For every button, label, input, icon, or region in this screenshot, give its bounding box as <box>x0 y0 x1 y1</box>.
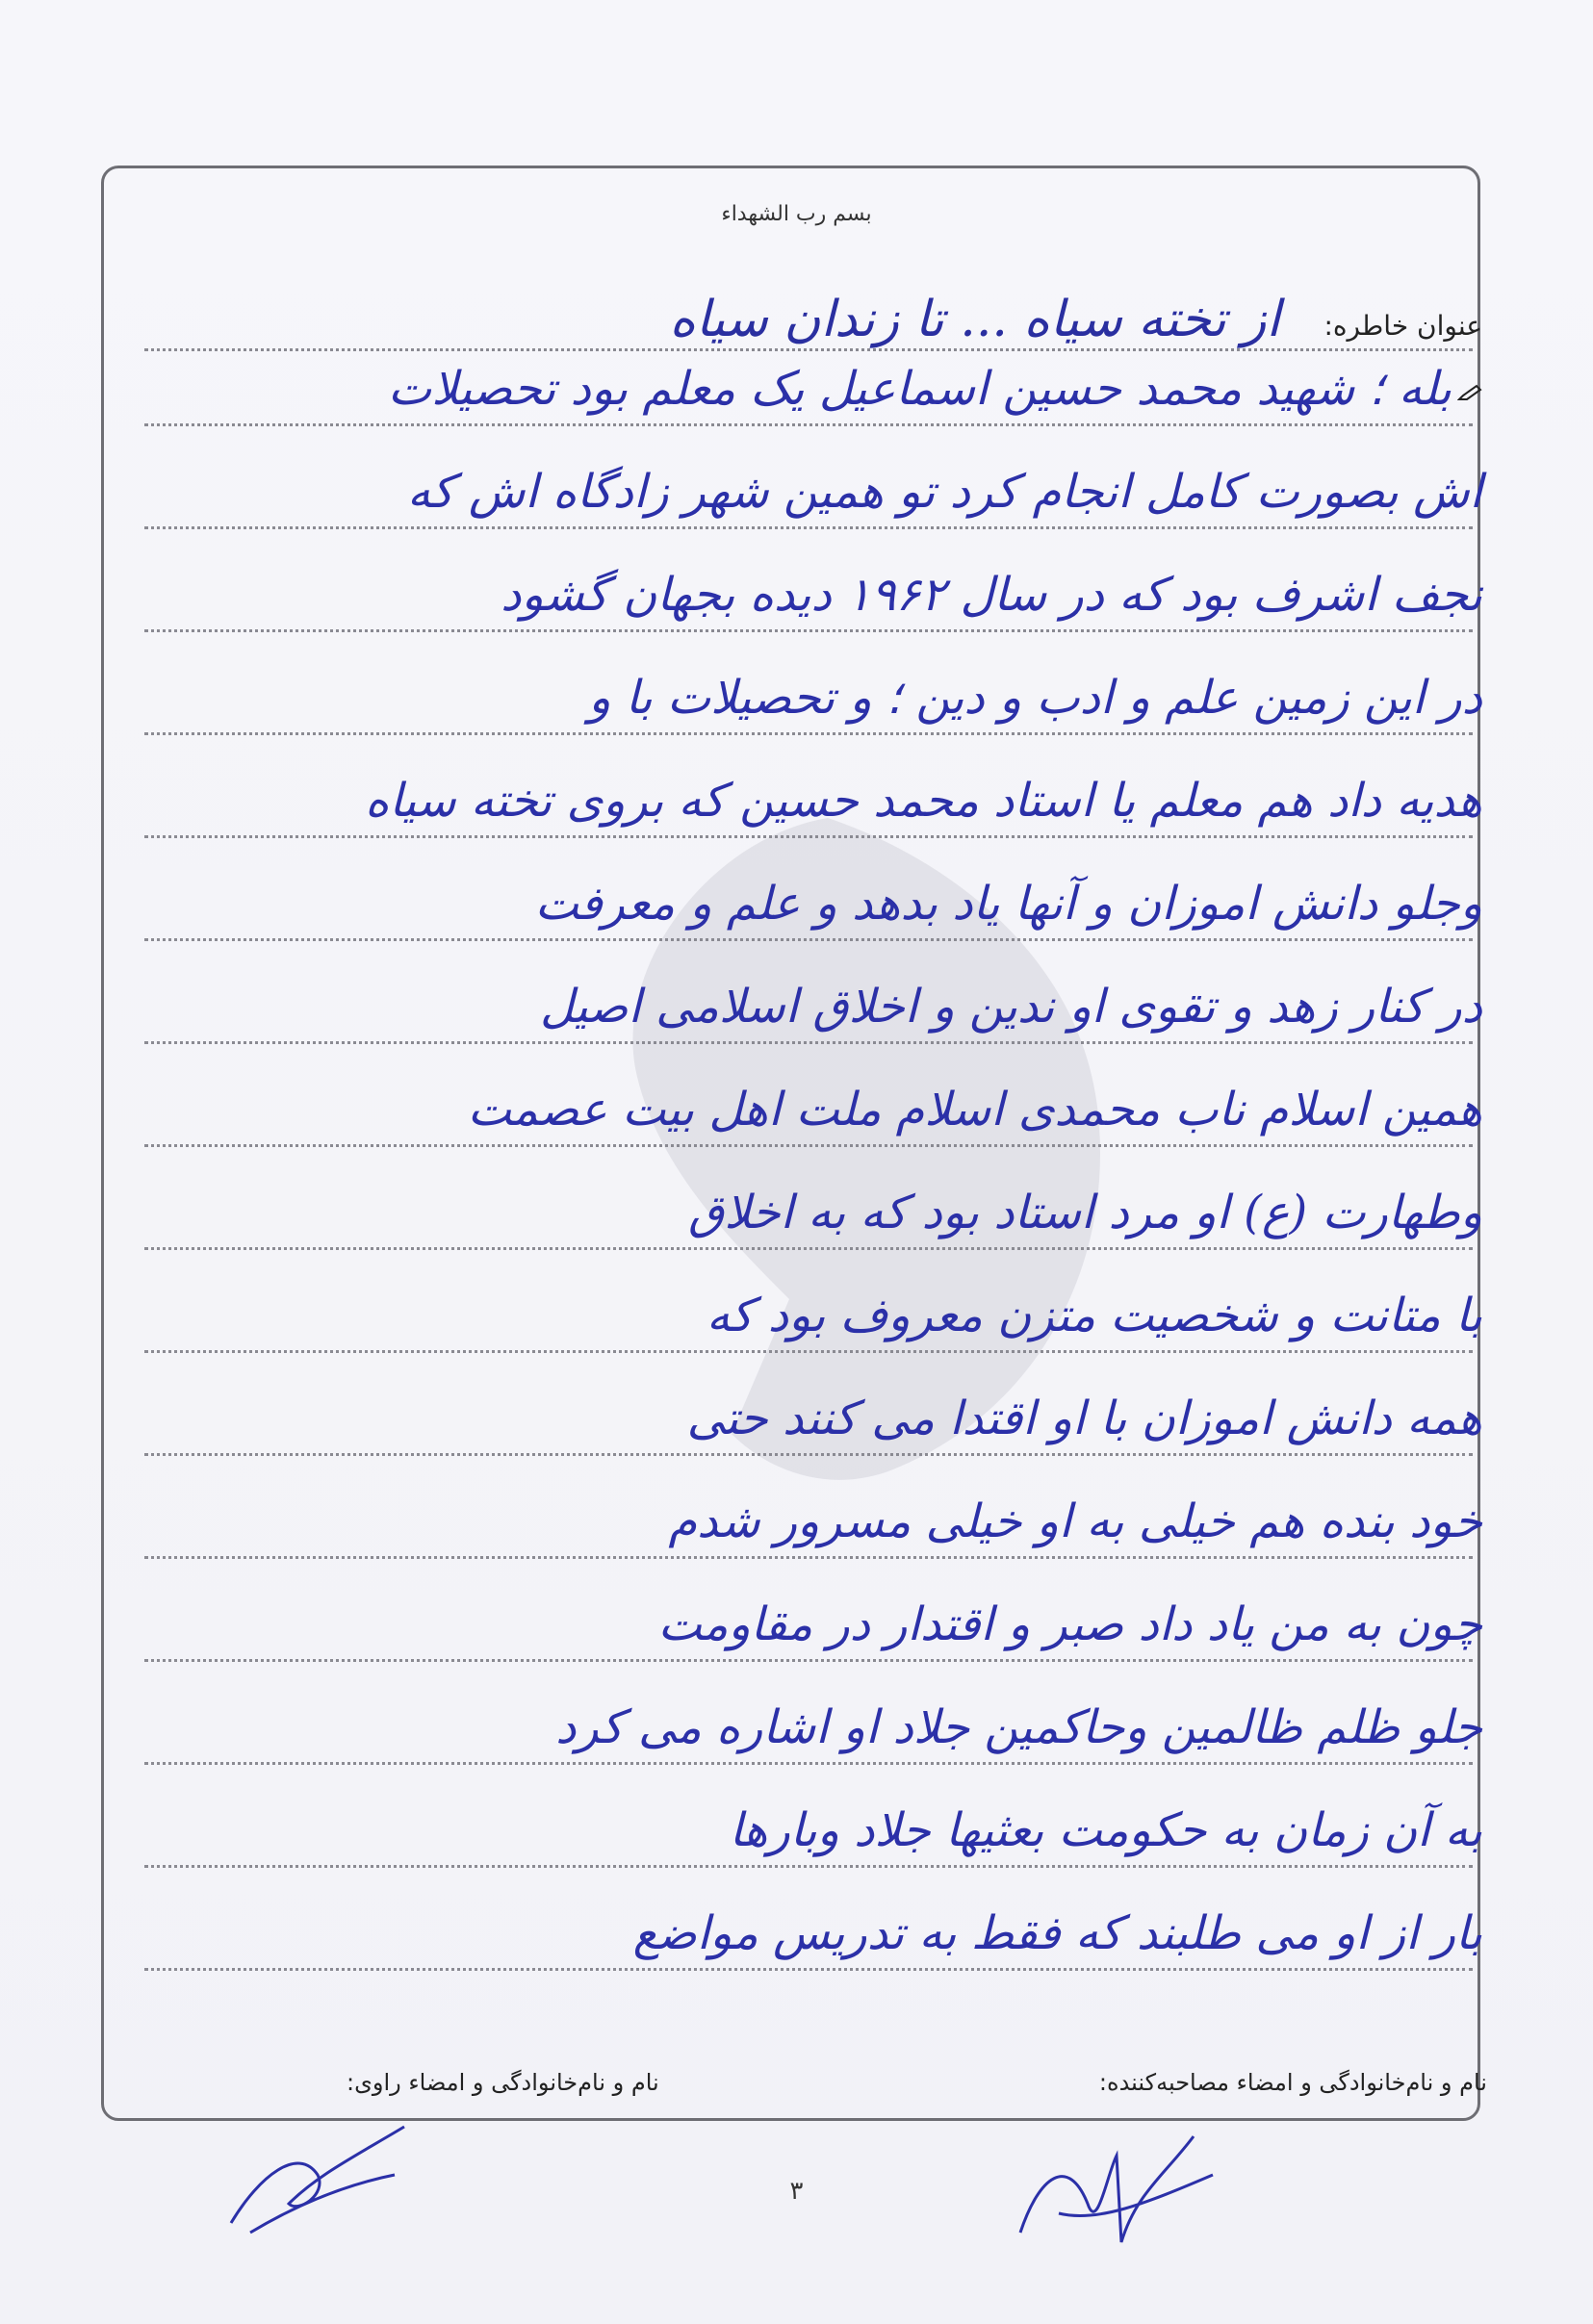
dotted-rule <box>144 1144 1473 1147</box>
dotted-rule <box>144 835 1473 838</box>
handwritten-line: با متانت و شخصیت متزن معروف بود که <box>706 1289 1482 1342</box>
page-number: ۳ <box>789 2177 804 2206</box>
memory-title-label: عنوان خاطره: <box>1323 310 1482 342</box>
handwritten-line: بله ؛ شهید محمد حسین اسماعیل یک معلم بود تحصیلات <box>116 362 1482 448</box>
dotted-rule <box>144 1453 1473 1456</box>
dotted-rule <box>144 1762 1473 1765</box>
memory-title-row <box>144 291 1482 356</box>
dotted-rule <box>144 938 1473 941</box>
dotted-rule <box>144 1968 1473 1971</box>
title-rule <box>144 348 1473 351</box>
interviewer-signature-label: نام و نام‌خانوادگی و امضاء مصاحبه‌کننده: <box>1098 2069 1487 2096</box>
dotted-rule <box>144 423 1473 426</box>
handwritten-line: وجلو دانش اموزان و آنها یاد بدهد و علم و معرفت <box>534 877 1482 931</box>
handwritten-line: هدیه داد هم معلم یا استاد محمد حسین که بروی تخته سیاه <box>365 774 1482 828</box>
dotted-rule <box>144 732 1473 735</box>
dotted-rule <box>144 1556 1473 1559</box>
handwritten-line: چون به من یاد داد صبر و اقتدار در مقاومت <box>657 1597 1482 1651</box>
dotted-rule <box>144 1041 1473 1044</box>
dotted-rule <box>144 1350 1473 1353</box>
handwritten-line: در این زمین علم و ادب و دین ؛ و تحصیلات با و <box>588 671 1482 725</box>
handwritten-line: اش بصورت کامل انجام کرد تو همین شهر زادگاه اش که <box>406 465 1482 519</box>
handwritten-line: در کنار زهد و تقوی او ندین و اخلاق اسلامی اصیل <box>539 980 1482 1034</box>
dotted-rule <box>144 1247 1473 1250</box>
handwritten-line: بار از او می طلبند که فقط به تدریس مواضع <box>632 1906 1482 1960</box>
narrator-signature-label: نام و نام‌خانوادگی و امضاء راوی: <box>347 2069 659 2096</box>
pencil-icon <box>1457 384 1482 401</box>
header-title: بسم رب الشهداء <box>721 202 872 226</box>
handwritten-line: نجف اشرف بود که در سال ۱۹۶۲ دیده بجهان گشود <box>501 568 1482 622</box>
handwritten-line: همین اسلام ناب محمدی اسلام ملت اهل بیت عصمت <box>467 1083 1482 1136</box>
handwritten-line: وطهارت (ع) او مرد استاد بود که به اخلاق <box>688 1186 1482 1239</box>
handwritten-line: همه دانش اموزان با او اقتدا می کنند حتی <box>686 1392 1482 1445</box>
dotted-rule <box>144 526 1473 529</box>
memory-title-value: از تخته سیاه ... تا زندان سیاه <box>669 291 1280 348</box>
handwritten-line: خود بنده هم خیلی به او خیلی مسرور شدم <box>668 1494 1482 1548</box>
dotted-rule <box>144 1865 1473 1868</box>
dotted-rule <box>144 629 1473 632</box>
handwritten-line: به آن زمان به حکومت بعثیها جلاد وبارها <box>729 1803 1482 1857</box>
dotted-rule <box>144 1659 1473 1662</box>
handwritten-line: جلو ظلم ظالمین وحاکمین جلاد او اشاره می کرد <box>555 1700 1482 1754</box>
